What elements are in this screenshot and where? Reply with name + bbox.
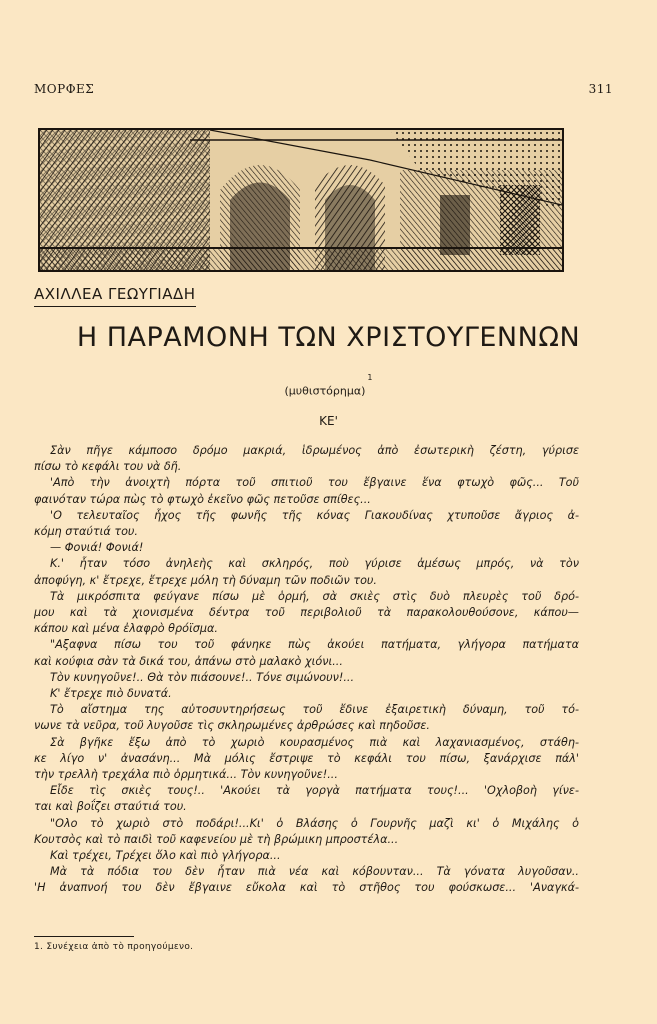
text-line: φαινόταν τώρα πὼς τὸ φτωχὸ ἐκεῖνο φῶς πετοῦσε σπίθες... xyxy=(34,492,371,506)
journal-name: ΜΟΡΦΕΣ xyxy=(34,82,95,96)
text-line: "Ολο τὸ χωριὸ στὸ ποδάρι!...Κι' ὁ Βλάσης ὁ Γουρνῆς μαζὶ κι' ὁ Μιχάλης ὁ xyxy=(50,816,579,830)
text-line: Σὰν πῆγε κάμποσο δρόμο μακριά, ἱδρωμένος ἀπὸ ἐσωτερικὴ ζέστη, γύρισε xyxy=(50,444,579,457)
text-line: 'Ο τελευταῖος ἦχος τῆς φωνῆς τῆς κόνας Γιακουδίνας χτυποῦσε ἄγριος ἀ- xyxy=(50,508,579,522)
article-body xyxy=(34,443,579,897)
text-line: ἀποφύγη, κ' ἔτρεχε, ἔτρεχε μόλη τὴ δύναμη τῶν ποδιῶν του. xyxy=(34,573,377,587)
text-line: κόμη σταύτιά του. xyxy=(34,525,138,539)
text-line: κάπου καὶ μένα ἐλαφρὸ θρόϊσμα. xyxy=(34,622,218,636)
footnote-marker: 1 xyxy=(367,373,373,382)
chapter-number: ΚΕ' xyxy=(319,414,338,428)
text-line: Τὰ μικρόσπιτα φεύγανε πίσω μὲ ὁρμή, σὰ σκιὲς στὶς δυὸ πλευρὲς τοῦ δρό- xyxy=(50,589,579,603)
text-line: Μὰ τὰ πόδια του δὲν ἦταν πιὰ νέα καὶ κόβουνταν... Τὰ γόνατα λυγοῦσαν.. xyxy=(50,865,579,879)
text-line: καὶ κούφια σὰν τὰ δικά του, ἀπάνω στὸ μαλακὸ χιόνι... xyxy=(34,654,343,668)
text-line: πίσω τὸ κεφάλι του νὰ δῆ. xyxy=(34,460,182,474)
text-line: τὴν τρελλὴ τρεχάλα πιὸ ὁρμητικά... Τὸν κυνηγοῦνε!... xyxy=(34,768,338,782)
text-line: μου καὶ τὰ χιονισμένα δέντρα τοῦ περιβολιοῦ τὰ παρακολουθούσονε, κάπου— xyxy=(34,606,579,620)
subtitle-text: (μυθιστόρημα) xyxy=(284,384,366,398)
text-line: Κ.' ἦταν τόσο ἀνηλεὴς καὶ σκληρός, ποὺ γύρισε ἀμέσως μπρός, νὰ τὸν xyxy=(50,557,579,571)
article-title: Η ΠΑΡΑΜΟΝΗ ΤΩΝ ΧΡΙΣΤΟΥΓΕΝΝΩΝ xyxy=(76,322,581,353)
text-line: Τὸ αἴστημα της αὐτοσυντηρήσεως τοῦ ἔδινε ἐξαιρετικὴ δύναμη, τοῦ τό- xyxy=(50,703,579,717)
running-header xyxy=(34,82,613,96)
text-line: ται καὶ βοΐζει σταύτιά του. xyxy=(34,800,187,814)
text-line: — Φονιά! Φονιά! xyxy=(50,541,144,555)
text-line: 'Απὸ τὴν ἀνοιχτὴ πόρτα τοῦ σπιτιοῦ του ἔβγαινε ἕνα φτωχὸ φῶς... Τοῦ xyxy=(50,476,579,490)
text-line: Τὸν κυνηγοῦνε!.. Θὰ τὸν πιάσουνε!.. Τόνε σιμώνουν!... xyxy=(50,670,355,684)
subtitle xyxy=(0,373,657,398)
text-line: Εἶδε τὶς σκιὲς τους!.. 'Ακούει τὰ γοργὰ πατήματα τους!... 'Οχλοβοὴ γίνε- xyxy=(50,784,579,798)
footnote: 1. Συνέχεια ἀπὸ τὸ προηγούμενο. xyxy=(34,942,194,952)
text-line: Κ' ἔτρεχε πιὸ δυνατά. xyxy=(50,687,172,701)
page-number: 311 xyxy=(588,82,613,96)
footnote-divider xyxy=(34,936,134,937)
text-line: Καὶ τρέχει, Τρέχει ὅλο καὶ πιὸ γλήγορα... xyxy=(50,849,281,863)
author-name: ΑΧΙΛΛΕΑ ΓΕΩΥΓΙΑΔΗ xyxy=(34,285,196,307)
text-line: Σὰ βγῆκε ἔξω ἀπὸ τὸ χωριὸ κουρασμένος πιὰ καὶ λαχανιασμένος, στάθη- xyxy=(50,735,579,749)
text-line: "Αξαφνα πίσω του τοῦ φάνηκε πὼς ἀκούει πατήματα, γλήγορα πατήματα xyxy=(50,638,579,652)
engraving-illustration xyxy=(38,128,564,272)
text-line: 'Η ἀναπνοή του δὲν ἔβγαινε εὔκολα καὶ τὸ στῆθος του φούσκωσε... 'Αναγκά- xyxy=(34,881,579,895)
text-line: κε λίγο ν' ἀνασάνη... Μὰ μόλις ἔστριψε τὸ κεφάλι του πίσω, ξανάρχισε πάλ' xyxy=(34,751,579,765)
text-line: Κουτσὸς καὶ τὸ παιδὶ τοῦ καφενείου μὲ τὴ βρώμικη μπροστέλα... xyxy=(34,832,399,846)
text-line: νωνε τὰ νεῦρα, τοῦ λυγοῦσε τὶς σκληρωμένες ἀρθρώσες καὶ πηδοῦσε. xyxy=(34,719,430,733)
